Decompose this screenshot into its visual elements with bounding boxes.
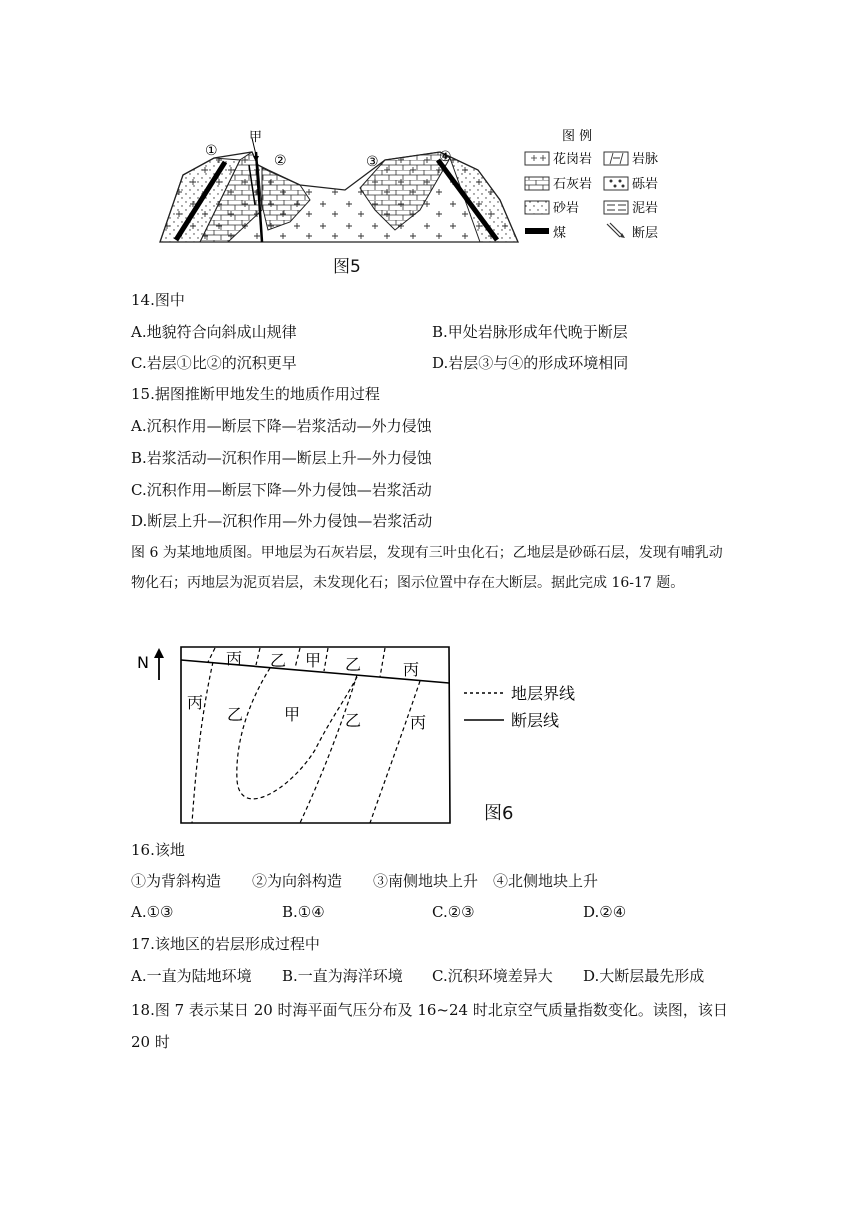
q14-option-d[interactable]: D.岩层③与④的形成环境相同	[432, 354, 629, 372]
q15-option-b[interactable]: B.岩浆活动—沉积作用—断层上升—外力侵蚀	[131, 449, 432, 467]
q14-option-c[interactable]: C.岩层①比②的沉积更早	[131, 354, 297, 372]
figure-6-caption: 图6	[484, 803, 514, 824]
q14-option-a[interactable]: A.地貌符合向斜成山规律	[131, 323, 297, 341]
q16-item-1: ①为背斜构造	[131, 872, 222, 890]
q16-option-c[interactable]: C.②③	[432, 903, 475, 921]
marker-2: ②	[274, 153, 287, 169]
lower-boundaries	[192, 662, 420, 823]
marker-jia: 甲	[249, 130, 263, 145]
legend-sandstone: 砂岩	[553, 201, 580, 216]
figure-5-cross-section	[0, 0, 860, 280]
q14-option-b[interactable]: B.甲处岩脉形成年代晚于断层	[432, 323, 628, 341]
q15-option-c[interactable]: C.沉积作用—断层下降—外力侵蚀—岩浆活动	[131, 481, 432, 499]
marker-3: ③	[366, 154, 379, 170]
legend-limestone: 石灰岩	[553, 177, 593, 192]
legend-mudstone: 泥岩	[632, 201, 659, 216]
legend-dike: 岩脉	[632, 152, 659, 167]
marker-4: ④	[439, 149, 452, 165]
legend-fault: 断层	[632, 226, 659, 241]
north-label: N	[137, 653, 149, 672]
map-label-top-bing-1: 丙	[226, 649, 243, 668]
q16-option-b[interactable]: B.①④	[282, 903, 325, 921]
legend-title: 图 例	[562, 129, 593, 144]
legend-stratum-boundary: 地层界线	[511, 684, 576, 703]
q14-stem: 14.图中	[131, 291, 185, 309]
q16-item-2: ②为向斜构造	[252, 872, 343, 890]
q17-option-c[interactable]: C.沉积环境差异大	[432, 967, 553, 985]
map-label-yi-2: 乙	[345, 711, 362, 730]
q15-option-a[interactable]: A.沉积作用—断层下降—岩浆活动—外力侵蚀	[131, 417, 432, 435]
q16-option-a[interactable]: A.①③	[131, 903, 174, 921]
legend-conglomerate: 砾岩	[632, 177, 659, 192]
q16-item-4: ④北侧地块上升	[493, 872, 599, 890]
legend-coal: 煤	[553, 226, 567, 241]
fig6-intro-paragraph: 图 6 为某地地质图。甲地层为石灰岩层，发现有三叶虫化石；乙地层是砂砾石层，发现有哺乳动物化石；丙地层为泥页岩层，未发现化石；图示位置中存在大断层。据此完成 16-17 题。	[131, 545, 723, 591]
figure-6-geologic-map	[0, 640, 860, 840]
map-label-top-bing-2: 丙	[403, 660, 420, 679]
legend-granite: 花岗岩	[553, 152, 593, 167]
q17-option-b[interactable]: B.一直为海洋环境	[282, 967, 403, 985]
map-label-top-yi-1: 乙	[270, 651, 287, 670]
marker-1: ①	[205, 143, 218, 159]
map-label-top-jia: 甲	[305, 651, 322, 670]
figure-5-caption: 图5	[333, 257, 361, 277]
q16-stem: 16.该地	[131, 841, 185, 859]
map-label-jia: 甲	[284, 705, 301, 724]
map-label-bing-1: 丙	[187, 693, 204, 712]
legend-fault-line: 断层线	[511, 711, 560, 730]
q17-option-d[interactable]: D.大断层最先形成	[583, 967, 705, 985]
q18-stem: 18.图 7 表示某日 20 时海平面气压分布及 16~24 时北京空气质量指数变化。读图，该日 20 时	[131, 1001, 728, 1051]
q17-option-a[interactable]: A.一直为陆地环境	[131, 967, 252, 985]
map-label-bing-2: 丙	[410, 713, 427, 732]
figure-5-legend	[525, 129, 658, 241]
map-label-top-yi-2: 乙	[345, 655, 362, 674]
q16-item-3: ③南侧地块上升	[373, 872, 479, 890]
q15-option-d[interactable]: D.断层上升—沉积作用—外力侵蚀—岩浆活动	[131, 512, 433, 530]
q16-option-d[interactable]: D.②④	[583, 903, 627, 921]
q17-stem: 17.该地区的岩层形成过程中	[131, 935, 320, 953]
q15-stem: 15.据图推断甲地发生的地质作用过程	[131, 385, 380, 403]
map-label-yi-1: 乙	[227, 705, 244, 724]
